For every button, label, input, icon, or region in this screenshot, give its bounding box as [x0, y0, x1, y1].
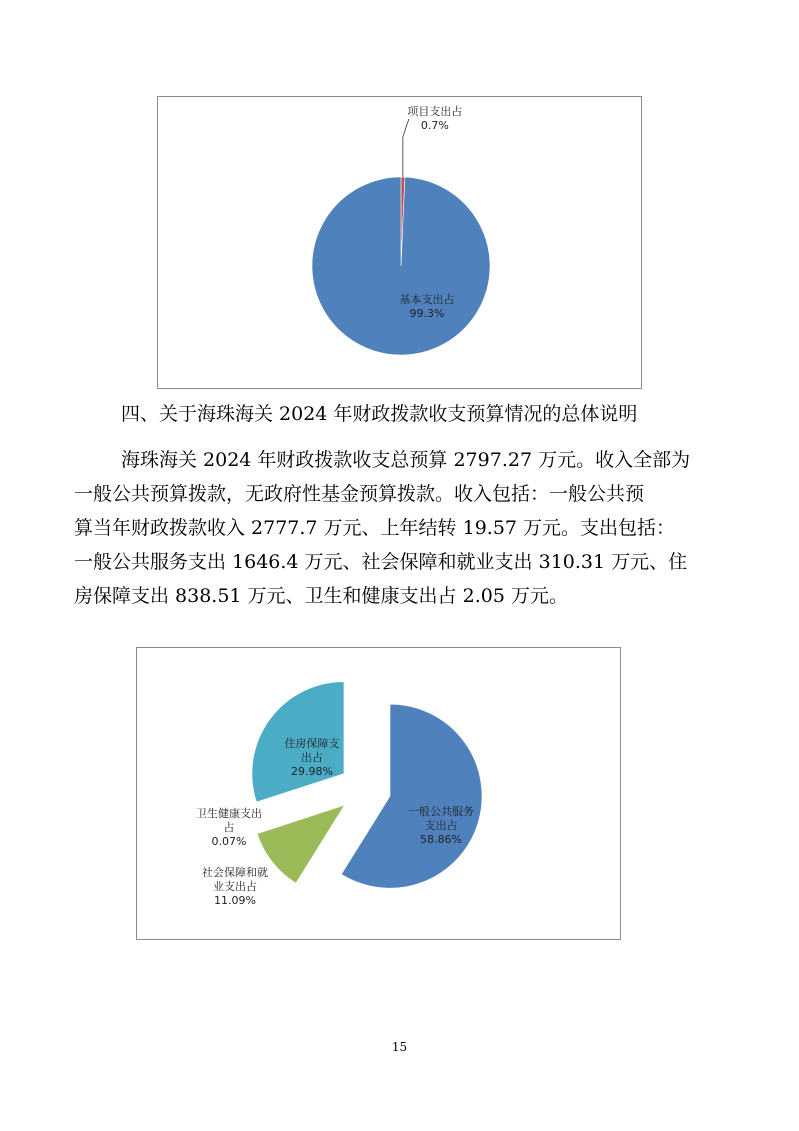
budget-summary-paragraph: [74, 443, 726, 613]
slice-general-public-services: [341, 704, 482, 888]
expenditure-breakdown-pie-svg: [137, 648, 620, 939]
paragraph-line: 一般公共预算拨款，无政府性基金预算拨款。收入包括：一般公共预: [74, 483, 645, 505]
paragraph-line: 房保障支出 838.51 万元、卫生和健康支出占 2.05 万元。: [74, 585, 568, 607]
leader-line: [403, 119, 409, 177]
section-heading: 四、关于海珠海关 2024 年财政拨款收支预算情况的总体说明: [121, 403, 638, 425]
paragraph-line: 一般公共服务支出 1646.4 万元、社会保障和就业支出 310.31 万元、住: [74, 551, 688, 573]
label-health: 卫生健康支出占 0.07%: [196, 807, 262, 848]
budget-composition-pie-svg: [158, 97, 641, 388]
expenditure-breakdown-pie-chart: [136, 647, 621, 940]
paragraph-line: 算当年财政拨款收入 2777.7 万元、上年结转 19.57 万元。支出包括：: [74, 517, 676, 539]
label-basic-expenditure: 基本支出占 99.3%: [399, 293, 455, 320]
budget-composition-pie-chart: [157, 96, 642, 389]
label-general-public-services: 一般公共服务支出占 58.86%: [408, 805, 474, 846]
slice-social-security-employment: [257, 805, 344, 883]
label-social-security-employment: 社会保障和就业支出占 11.09%: [202, 866, 268, 907]
page-number: 15: [391, 1040, 408, 1054]
label-project-expenditure: 项目支出占 0.7%: [407, 105, 463, 132]
slice-basic-expenditure: [312, 177, 490, 355]
paragraph-line: 海珠海关 2024 年财政拨款收支总预算 2797.27 万元。收入全部为: [121, 449, 691, 471]
label-housing-security: 住房保障支出占 29.98%: [284, 737, 340, 778]
